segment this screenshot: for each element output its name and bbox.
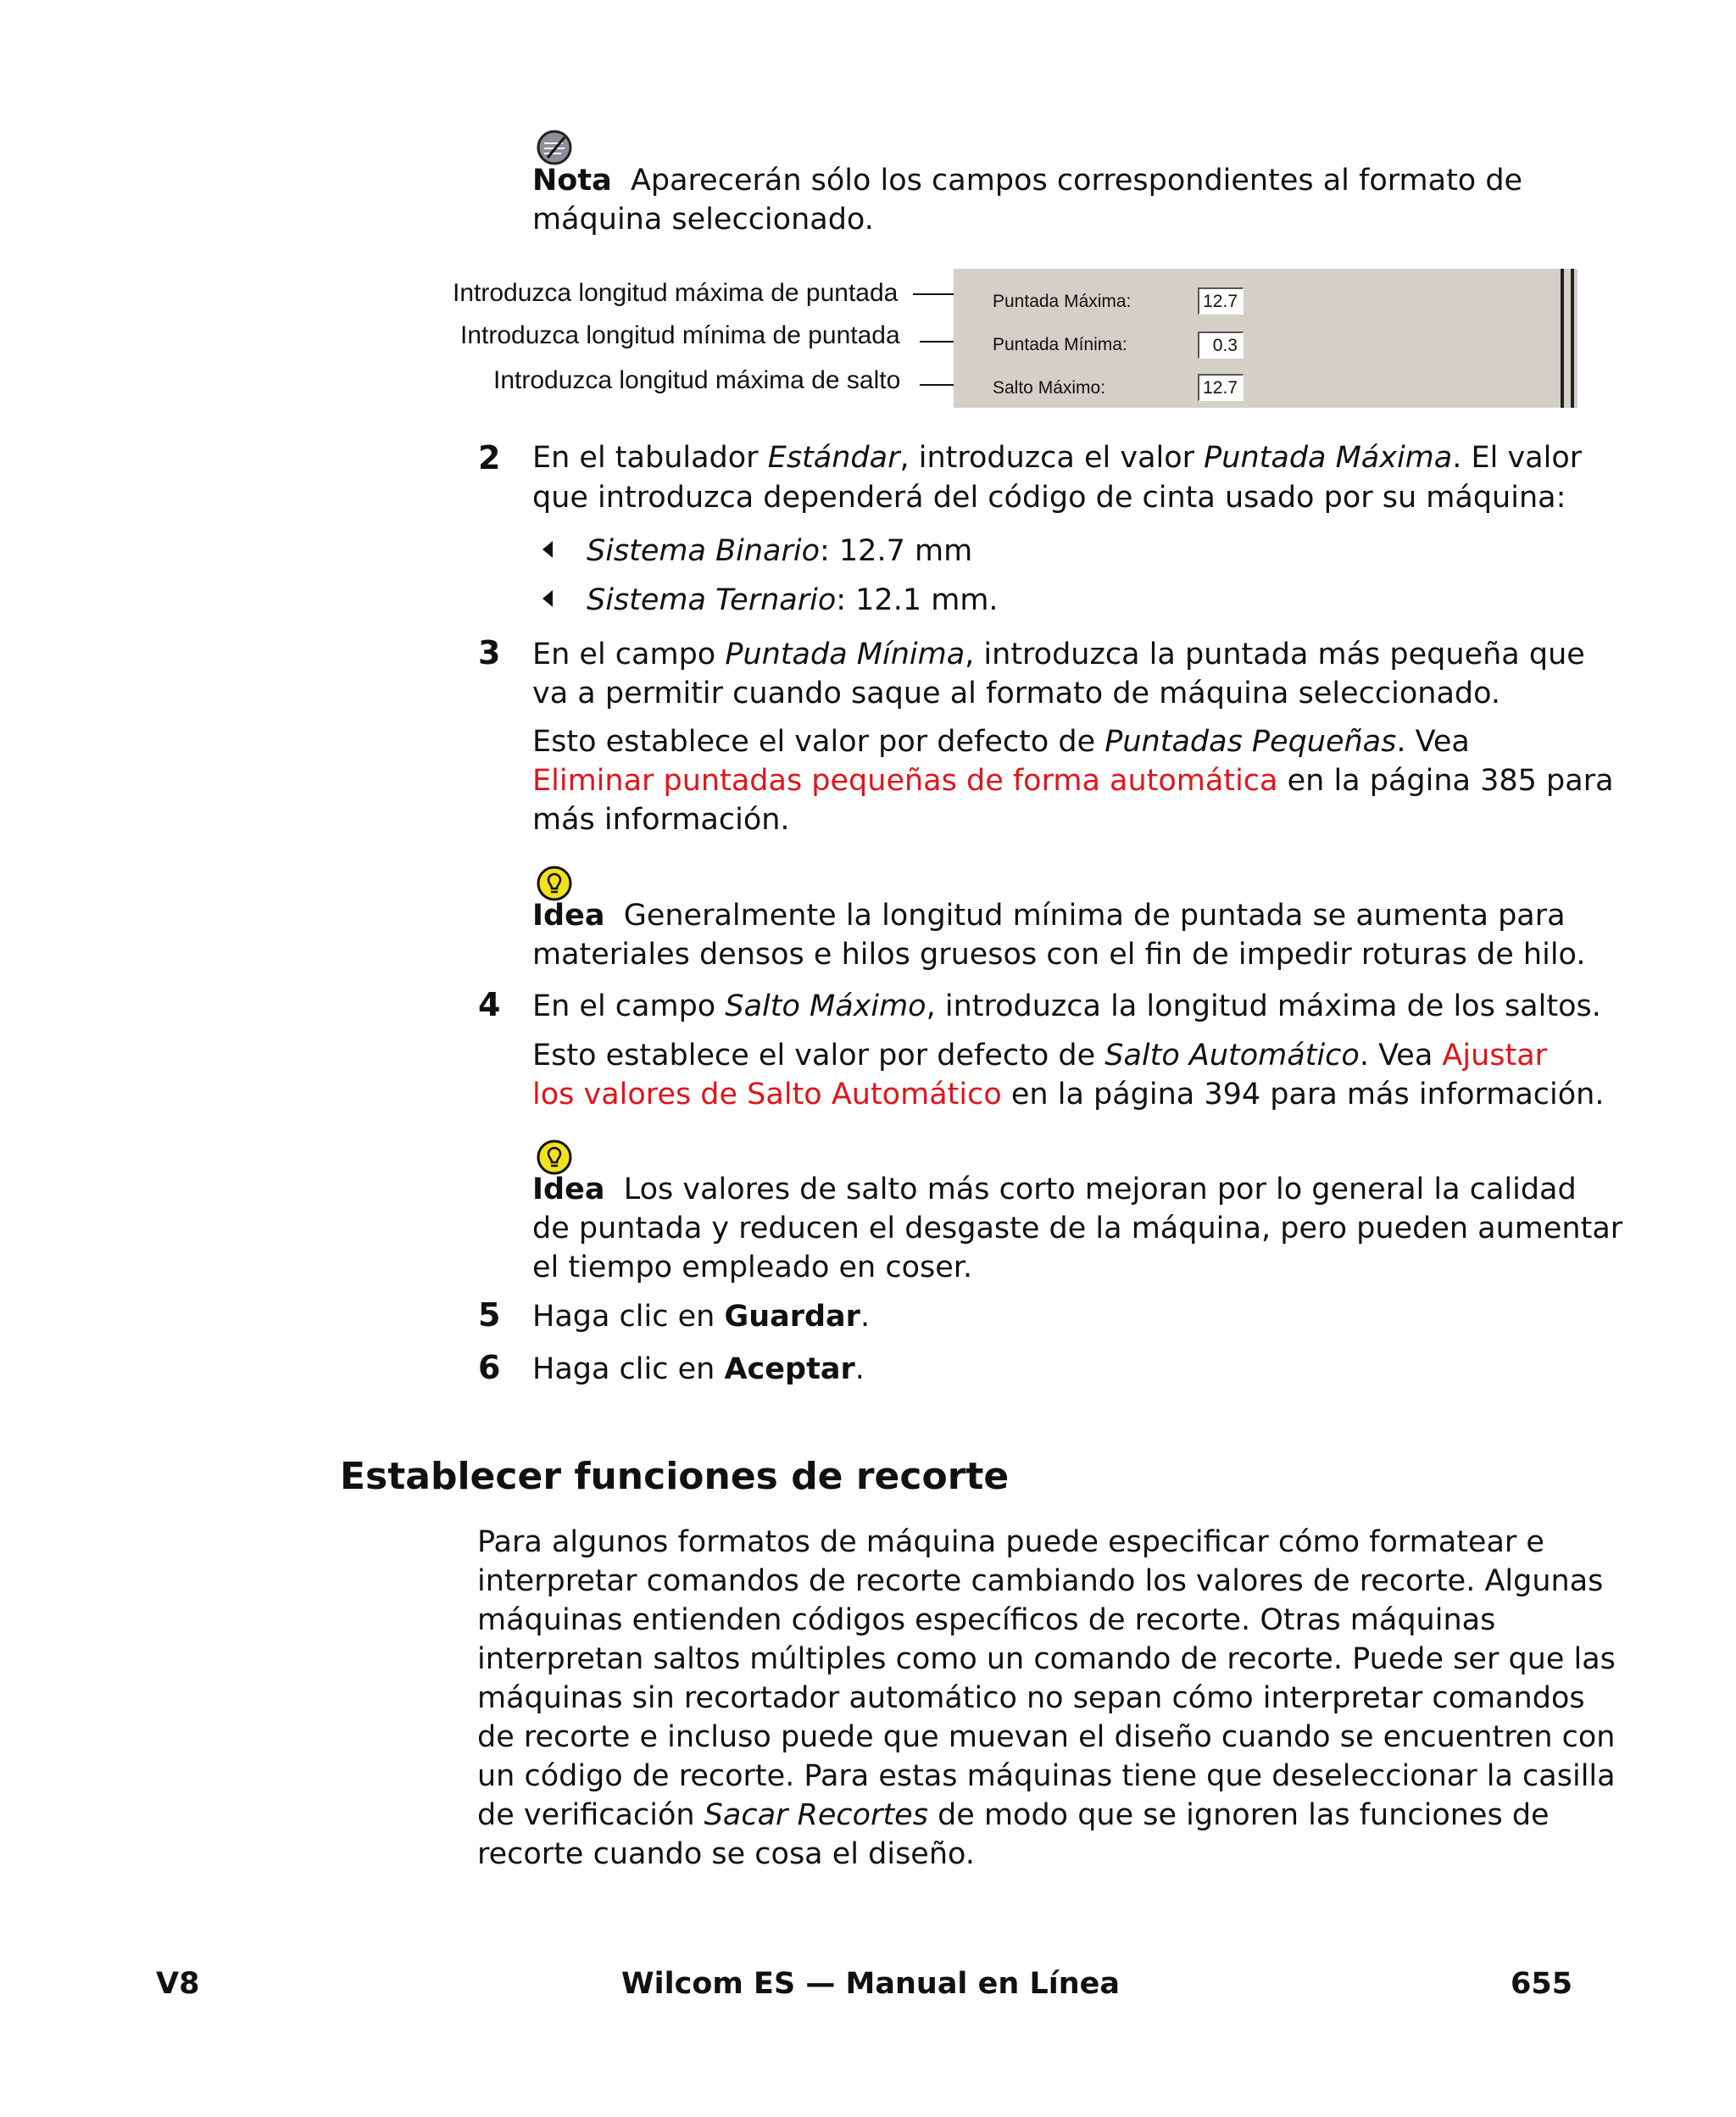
step-number: 4 bbox=[478, 986, 501, 1023]
bullet-triangle-icon bbox=[542, 541, 553, 558]
bullet-ternary: Sistema Ternario: 12.1 mm. bbox=[587, 583, 999, 617]
idea-2-line-2: de puntada y reducen el desgaste de la máquina, pero pueden aumentar bbox=[532, 1212, 1623, 1245]
panel-divider bbox=[1561, 269, 1564, 408]
body-line: Para algunos formatos de máquina puede especificar cómo formatear e bbox=[477, 1525, 1544, 1559]
step-4-para-line-1: Esto establece el valor por defecto de Salto Automático. Vea Ajustar bbox=[532, 1039, 1548, 1072]
step-number: 5 bbox=[478, 1296, 501, 1334]
step-3-line-2: va a permitir cuando saque al formato de máquina seleccionado. bbox=[532, 677, 1501, 710]
body-line: interpretar comandos de recorte cambiando los valores de recorte. Algunas bbox=[477, 1564, 1604, 1598]
idea-1-line-2: materiales densos e hilos gruesos con el fin de impedir roturas de hilo. bbox=[532, 938, 1586, 972]
footer-title: Wilcom ES — Manual en Línea bbox=[621, 1967, 1121, 2001]
step-3-line-1: En el campo Puntada Mínima, introduzca la puntada más pequeña que bbox=[532, 638, 1585, 671]
annotation-max-stitch: Introduzca longitud máxima de puntada bbox=[453, 279, 899, 307]
max-jump-input[interactable]: 12.7 bbox=[1198, 374, 1244, 401]
field-label-min-stitch: Puntada Mínima: bbox=[993, 335, 1127, 354]
panel-divider bbox=[1571, 269, 1574, 408]
bullet-triangle-icon bbox=[542, 590, 553, 607]
link-auto-jump[interactable]: Ajustar bbox=[1442, 1039, 1548, 1072]
machine-format-panel bbox=[954, 269, 1577, 408]
max-stitch-input[interactable]: 12.7 bbox=[1198, 287, 1244, 315]
note-label: Nota bbox=[532, 164, 612, 198]
step-4-para-line-2: los valores de Salto Automático en la página 394 para más información. bbox=[532, 1078, 1605, 1111]
idea-1-line-1: Idea Generalmente la longitud mínima de puntada se aumenta para bbox=[532, 899, 1566, 933]
note-line-1: Aparecerán sólo los campos correspondientes al formato de bbox=[630, 164, 1523, 198]
save-button-ref: Guardar bbox=[724, 1300, 860, 1334]
footer-version: V8 bbox=[156, 1967, 200, 2001]
idea-2-line-1: Idea Los valores de salto más corto mejoran por lo general la calidad bbox=[532, 1173, 1577, 1206]
body-line: un código de recorte. Para estas máquinas tiene que deseleccionar la casilla bbox=[477, 1759, 1616, 1793]
link-small-stitches[interactable]: Eliminar puntadas pequeñas de forma automática bbox=[532, 764, 1278, 798]
note-line-2: máquina seleccionado. bbox=[532, 203, 874, 237]
field-label-max-stitch: Puntada Máxima: bbox=[993, 292, 1132, 311]
min-stitch-input[interactable]: 0.3 bbox=[1198, 331, 1244, 359]
body-line: máquinas sin recortador automático no sepan cómo interpretar comandos bbox=[477, 1681, 1585, 1715]
body-line: de recorte e incluso puede que muevan el diseño cuando se encuentren con bbox=[477, 1720, 1616, 1754]
bullet-binary: Sistema Binario: 12.7 mm bbox=[587, 534, 973, 568]
step-number: 3 bbox=[478, 634, 501, 671]
annotation-min-stitch: Introduzca longitud mínima de puntada bbox=[460, 321, 900, 349]
field-label-max-jump: Salto Máximo: bbox=[993, 378, 1106, 398]
step-5: Haga clic en Guardar. bbox=[532, 1300, 871, 1334]
step-number: 6 bbox=[478, 1349, 501, 1386]
ok-button-ref: Aceptar bbox=[724, 1352, 855, 1386]
body-line: recorte cuando se cosa el diseño. bbox=[477, 1837, 975, 1871]
step-3-para-line-1: Esto establece el valor por defecto de Puntadas Pequeñas. Vea bbox=[532, 725, 1470, 759]
annotation-max-jump: Introduzca longitud máxima de salto bbox=[493, 366, 901, 394]
step-2-line-2: que introduzca dependerá del código de cinta usado por su máquina: bbox=[532, 481, 1566, 515]
section-body bbox=[477, 1523, 1616, 1874]
section-heading: Establecer funciones de recorte bbox=[340, 1455, 1010, 1498]
body-line: máquinas entienden códigos específicos de recorte. Otras máquinas bbox=[477, 1603, 1496, 1637]
step-2-line-1: En el tabulador Estándar, introduzca el valor Puntada Máxima. El valor bbox=[532, 441, 1583, 475]
note-text bbox=[532, 161, 1522, 200]
body-line: de verificación Sacar Recortes de modo que se ignoren las funciones de bbox=[477, 1798, 1550, 1832]
link-auto-jump-values[interactable]: los valores de Salto Automático bbox=[532, 1078, 1002, 1111]
step-3-para-line-3: más información. bbox=[532, 803, 790, 837]
step-3-para-line-2: Eliminar puntadas pequeñas de forma automática en la página 385 para bbox=[532, 764, 1614, 798]
step-6: Haga clic en Aceptar. bbox=[532, 1352, 865, 1386]
step-number: 2 bbox=[478, 439, 501, 476]
body-line: interpretan saltos múltiples como un comando de recorte. Puede ser que las bbox=[477, 1642, 1616, 1676]
step-4-line-1: En el campo Salto Máximo, introduzca la longitud máxima de los saltos. bbox=[532, 989, 1601, 1023]
idea-label: Idea bbox=[532, 1173, 605, 1206]
footer-page-number: 655 bbox=[1511, 1967, 1573, 2001]
idea-label: Idea bbox=[532, 899, 605, 933]
idea-2-line-3: el tiempo empleado en coser. bbox=[532, 1251, 973, 1284]
